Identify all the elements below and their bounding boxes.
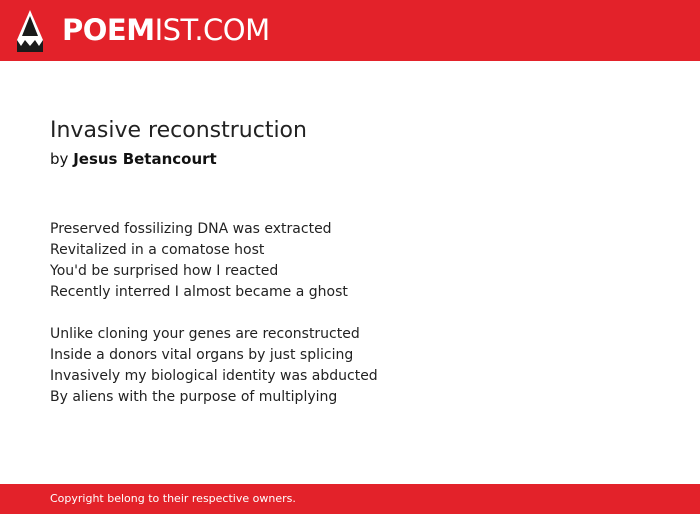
poem-line: Revitalized in a comatose host <box>50 242 265 258</box>
poem-line: Unlike cloning your genes are reconstructed <box>50 326 360 342</box>
site-logo[interactable] <box>62 11 270 49</box>
poem-body <box>50 219 650 408</box>
poem-line: You'd be surprised how I reacted <box>50 263 279 279</box>
poem-line: Recently interred I almost became a ghost <box>50 284 348 300</box>
stanza-gap <box>50 303 650 324</box>
poem-line: By aliens with the purpose of multiplying <box>50 389 338 405</box>
poem-byline <box>50 149 217 169</box>
site-footer <box>0 484 700 514</box>
byline-prefix: by <box>50 150 69 168</box>
poem-title: Invasive reconstruction <box>50 118 307 143</box>
poem-line: Preserved fossilizing DNA was extracted <box>50 221 332 237</box>
poem-line: Invasively my biological identity was abducted <box>50 368 378 384</box>
logo-bold-text: POEM <box>62 13 155 47</box>
pencil-tip-icon[interactable] <box>17 10 43 52</box>
site-header <box>0 0 700 61</box>
poem-line: Inside a donors vital organs by just splicing <box>50 347 354 363</box>
poem-stanza <box>50 219 650 303</box>
logo-light-text: IST.COM <box>154 13 270 47</box>
poem-author: Jesus Betancourt <box>73 150 217 168</box>
poem-stanza <box>50 324 650 408</box>
copyright-notice: Copyright belong to their respective owners. <box>50 492 296 505</box>
